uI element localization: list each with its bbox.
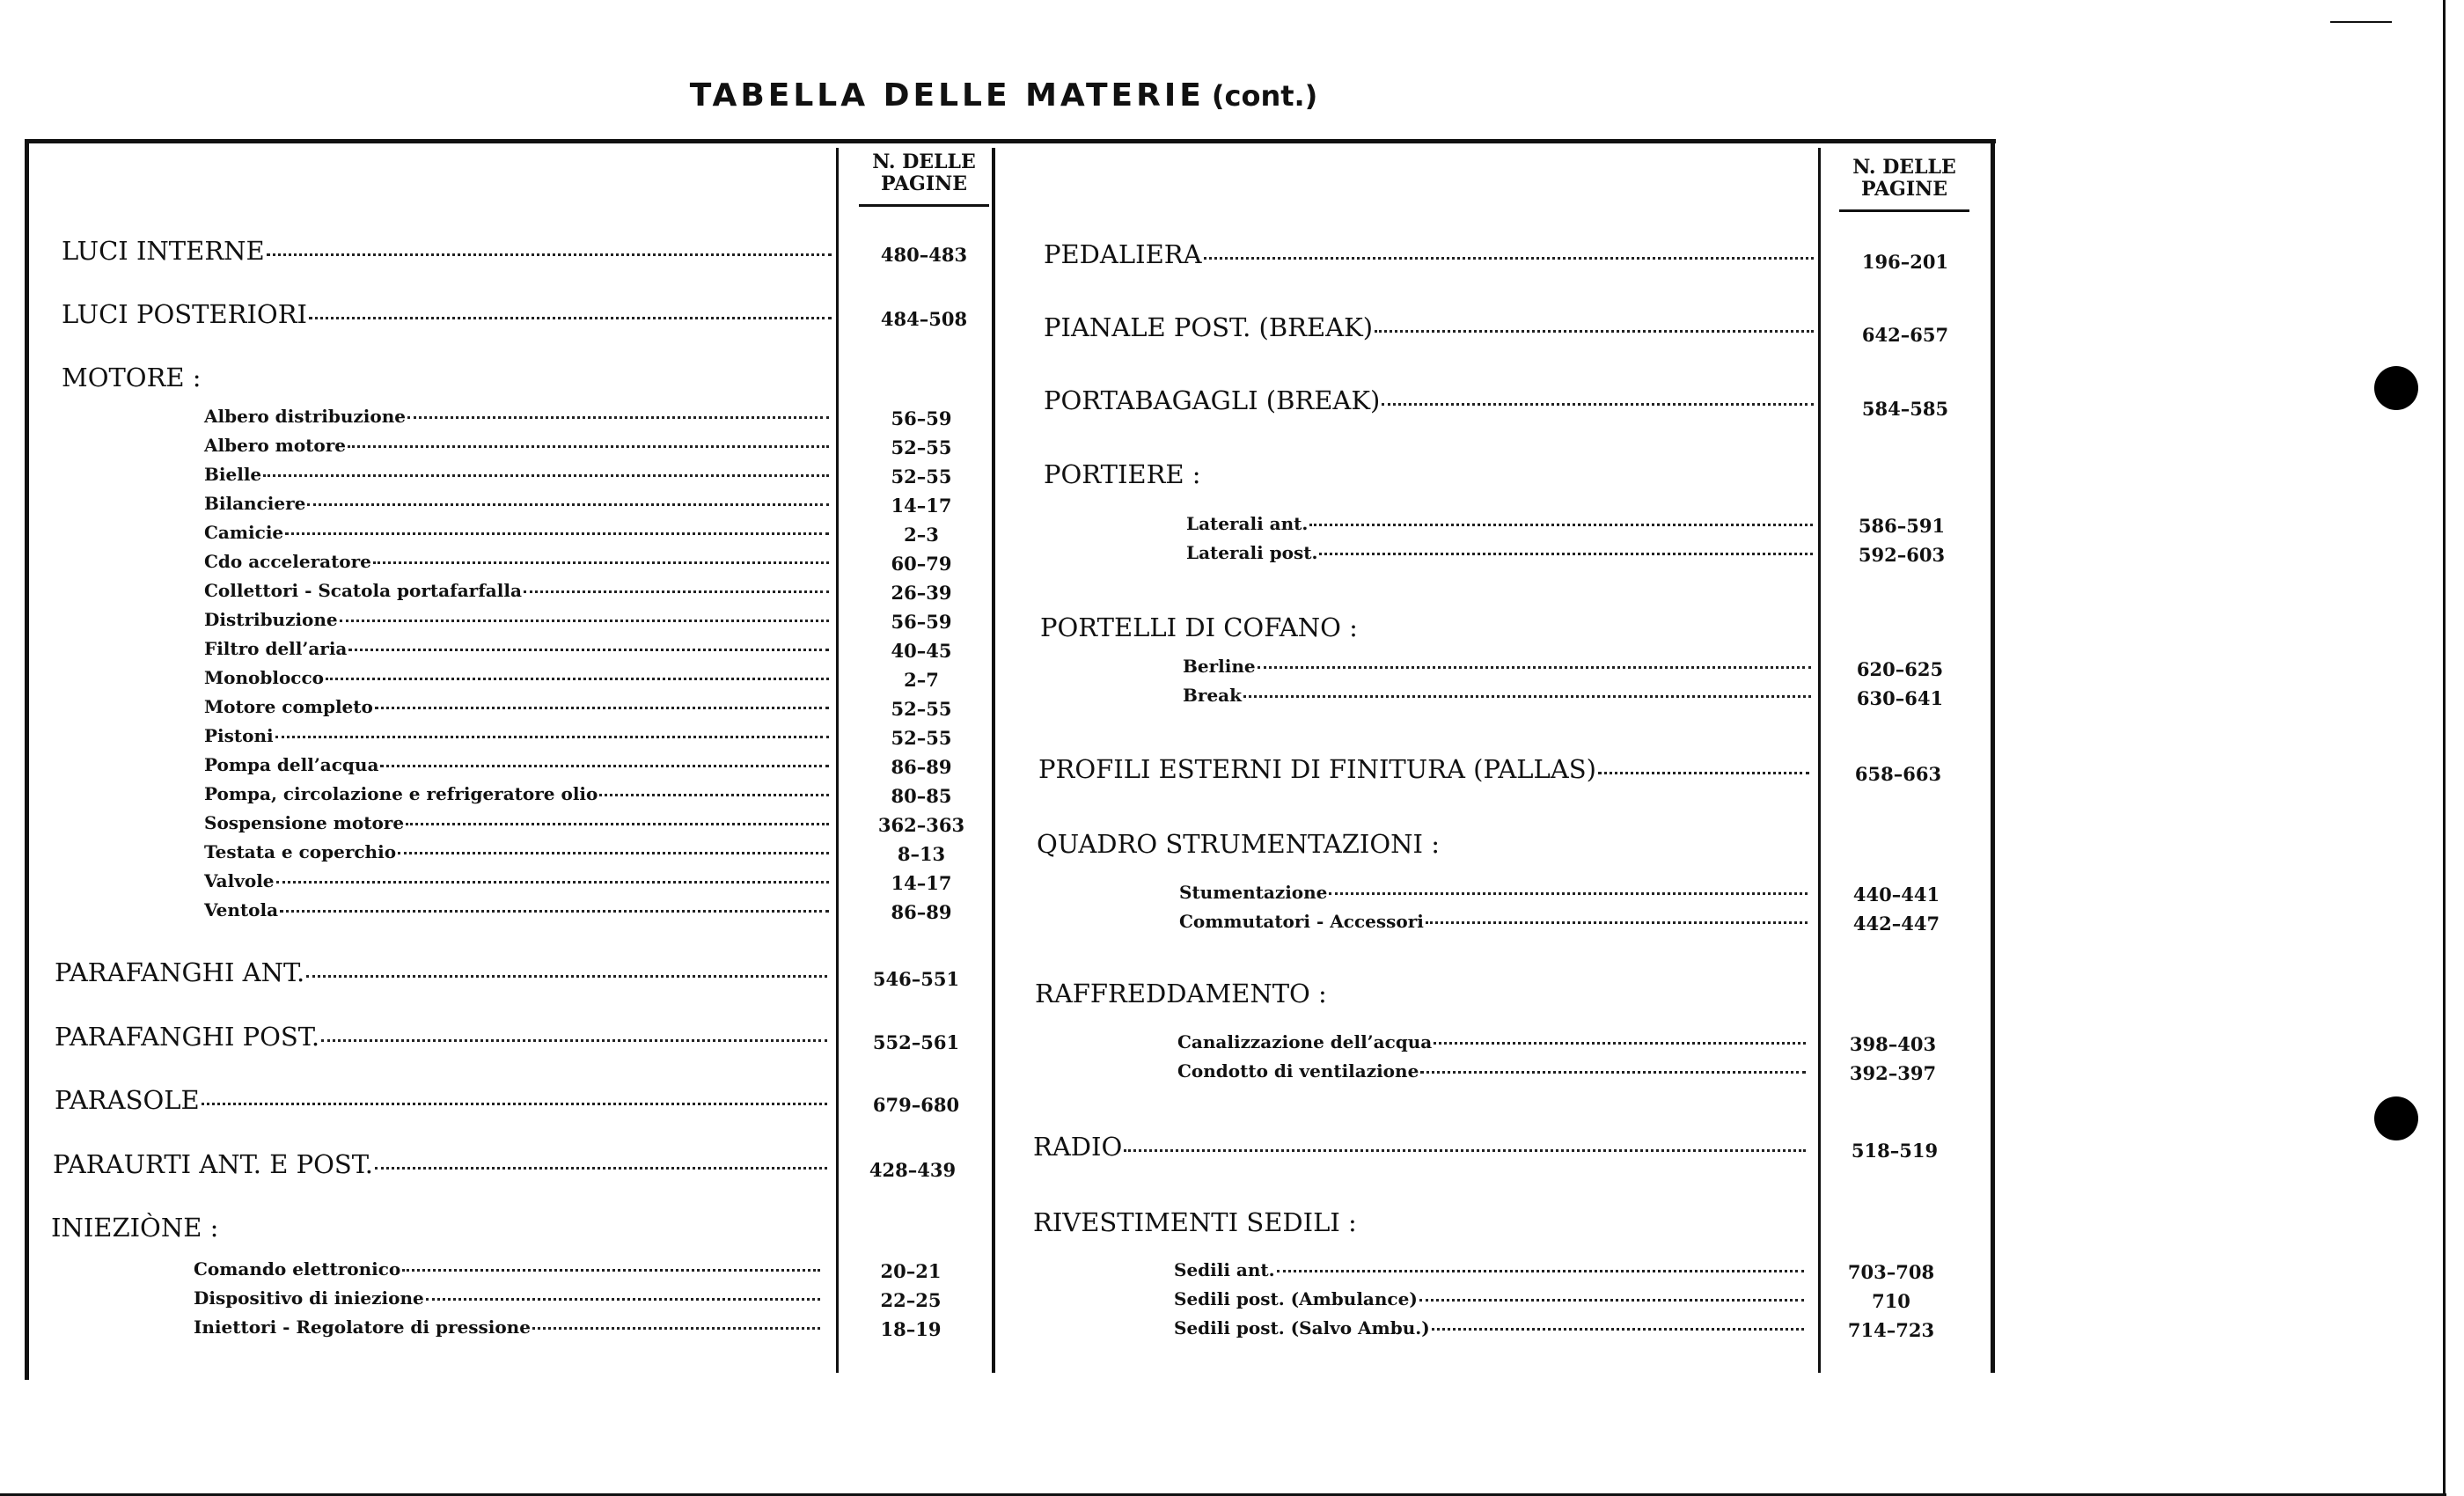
entry-pages: 80–85	[891, 785, 952, 807]
toc-subentry[interactable]	[194, 1287, 820, 1309]
entry-label: Break	[1183, 685, 1242, 706]
entry-label: Testata e coperchio	[204, 841, 397, 862]
entry-pages: 196–201	[1861, 251, 1949, 273]
entry-label: Bilanciere	[204, 493, 306, 514]
toc-subentry[interactable]	[1183, 656, 1811, 677]
right-pages-divider	[1818, 148, 1821, 1373]
entry-label: Pompa dell’acqua	[204, 754, 379, 775]
entry-label: Monoblocco	[204, 667, 324, 688]
dot-leader	[599, 794, 829, 796]
dot-leader	[524, 590, 829, 593]
center-divider	[992, 148, 995, 1373]
entry-label: Pompa, circolazione e refrigeratore olio	[204, 783, 598, 804]
entry-label: Comando elettronico	[194, 1258, 401, 1280]
toc-subentry[interactable]	[204, 493, 829, 514]
entry-label: Ventola	[204, 899, 279, 920]
entry-label: Sedili post. (Salvo Ambu.)	[1174, 1317, 1430, 1338]
dot-leader	[1124, 1149, 1806, 1152]
entry-pages: 518–519	[1851, 1140, 1939, 1162]
entry-pages: 52–55	[891, 698, 952, 720]
dot-leader	[348, 649, 829, 651]
toc-entry-radio[interactable]	[1033, 1132, 1806, 1162]
entry-label: Canalizzazione dell’acqua	[1177, 1031, 1433, 1052]
right-pages-header-line2: PAGINE	[1861, 178, 1947, 201]
entry-pages: 480–483	[880, 244, 968, 266]
toc-subentry[interactable]	[204, 696, 829, 717]
dot-leader	[402, 1269, 820, 1272]
dot-leader	[276, 881, 829, 884]
section-heading-raffreddamento: RAFFREDDAMENTO :	[1035, 979, 1327, 1008]
entry-pages: 552–561	[872, 1031, 960, 1053]
toc-subentry[interactable]	[204, 725, 829, 746]
entry-pages: 442–447	[1852, 913, 1940, 935]
toc-entry-pedaliera[interactable]	[1044, 239, 1814, 269]
entry-pages: 26–39	[891, 582, 952, 604]
entry-pages: 440–441	[1852, 884, 1940, 906]
dot-leader	[321, 1039, 827, 1042]
entry-label: LUCI INTERNE	[62, 236, 265, 266]
toc-entry-luci-posteriori[interactable]	[62, 299, 832, 329]
entry-pages: 52–55	[891, 466, 952, 488]
toc-subentry[interactable]	[1186, 542, 1813, 563]
dot-leader	[407, 416, 829, 419]
entry-label: Laterali ant.	[1186, 513, 1309, 534]
left-pages-header-line1: N. DELLE	[872, 150, 976, 173]
toc-subentry[interactable]	[204, 551, 829, 572]
dot-leader	[1598, 772, 1809, 774]
entry-label: PORTABAGAGLI (BREAK)	[1044, 385, 1381, 415]
toc-entry-paraurti[interactable]	[53, 1149, 827, 1179]
toc-subentry[interactable]	[194, 1258, 820, 1280]
dot-leader	[375, 1167, 827, 1170]
entry-label: Albero distribuzione	[204, 406, 406, 427]
dot-leader	[1329, 892, 1808, 895]
entry-label: PEDALIERA	[1044, 239, 1202, 269]
dot-leader	[1420, 1071, 1806, 1074]
entry-label: Commutatori - Accessori	[1179, 911, 1424, 932]
toc-subentry[interactable]	[204, 870, 829, 891]
title-text: TABELLA DELLE MATERIE	[689, 77, 1205, 114]
dot-leader	[375, 707, 829, 709]
toc-subentry[interactable]	[1179, 911, 1808, 932]
entry-pages: 592–603	[1858, 544, 1946, 566]
dot-leader	[1319, 553, 1813, 555]
toc-subentry[interactable]	[204, 899, 829, 920]
entry-label: Laterali post.	[1186, 542, 1318, 563]
entry-pages: 392–397	[1849, 1062, 1937, 1084]
dot-leader	[306, 975, 827, 978]
entry-pages: 2–7	[904, 669, 939, 691]
dot-leader	[348, 445, 829, 448]
dot-leader	[1309, 524, 1813, 526]
entry-pages: 428–439	[869, 1159, 957, 1181]
toc-subentry[interactable]	[204, 609, 829, 630]
entry-label: PARASOLE	[55, 1085, 200, 1115]
toc-entry-profili[interactable]	[1038, 754, 1809, 784]
entry-label: Stumentazione	[1179, 882, 1328, 903]
entry-label: PIANALE POST. (BREAK)	[1044, 312, 1374, 342]
toc-subentry[interactable]	[204, 812, 829, 833]
toc-subentry[interactable]	[204, 580, 829, 601]
dot-leader	[398, 852, 829, 854]
entry-label: PARAFANGHI POST.	[55, 1022, 320, 1052]
left-pages-header	[862, 151, 986, 195]
toc-subentry[interactable]	[204, 522, 829, 543]
entry-pages: 56–59	[891, 611, 952, 633]
dot-leader	[1419, 1299, 1804, 1302]
entry-label: PARAFANGHI ANT.	[55, 957, 305, 987]
toc-entry-parafanghi-post[interactable]	[55, 1022, 827, 1052]
toc-subentry[interactable]	[204, 667, 829, 688]
dot-leader	[1434, 1042, 1806, 1045]
entry-pages: 398–403	[1849, 1033, 1937, 1055]
dot-leader	[1258, 666, 1811, 669]
right-pages-header	[1843, 157, 1966, 201]
dot-leader	[307, 503, 829, 506]
entry-pages: 86–89	[891, 756, 952, 778]
dot-leader	[373, 561, 829, 564]
binder-hole-bottom	[2374, 1096, 2418, 1140]
dot-leader	[1375, 330, 1814, 333]
section-heading-quadro: QUADRO STRUMENTAZIONI :	[1037, 829, 1440, 859]
entry-pages: 52–55	[891, 727, 952, 749]
toc-subentry[interactable]	[204, 435, 829, 456]
toc-subentry[interactable]	[1179, 882, 1808, 903]
entry-pages: 56–59	[891, 407, 952, 429]
entry-label: Collettori - Scatola portafarfalla	[204, 580, 522, 601]
left-pages-header-rule	[859, 204, 989, 207]
toc-subentry[interactable]	[1183, 685, 1811, 706]
entry-pages: 584–585	[1861, 398, 1949, 420]
dot-leader	[532, 1327, 820, 1330]
right-pages-header-line1: N. DELLE	[1852, 156, 1956, 179]
entry-pages: 18–19	[880, 1318, 942, 1340]
dot-leader	[285, 532, 829, 535]
toc-subentry[interactable]	[1174, 1259, 1804, 1280]
entry-label: Sospensione motore	[204, 812, 405, 833]
entry-label: Pistoni	[204, 725, 274, 746]
page-title	[0, 77, 2007, 114]
right-pages-header-rule	[1839, 209, 1969, 212]
entry-pages: 362–363	[877, 814, 965, 836]
dot-leader	[1432, 1328, 1804, 1331]
toc-subentry[interactable]	[1174, 1317, 1804, 1338]
toc-subentry[interactable]	[194, 1316, 820, 1338]
toc-entry-pianale[interactable]	[1044, 312, 1814, 342]
entry-pages: 14–17	[891, 872, 952, 894]
table-right-rule	[1991, 139, 1995, 1373]
entry-pages: 86–89	[891, 901, 952, 923]
entry-label: Motore completo	[204, 696, 373, 717]
entry-pages: 484–508	[880, 308, 968, 330]
toc-subentry[interactable]	[204, 841, 829, 862]
section-heading-iniezione: INIEZIÒNE :	[51, 1213, 219, 1243]
toc-subentry[interactable]	[204, 754, 829, 775]
dot-leader	[1204, 257, 1814, 260]
entry-label: PROFILI ESTERNI DI FINITURA (PALLAS)	[1038, 754, 1596, 784]
entry-label: LUCI POSTERIORI	[62, 299, 307, 329]
entry-label: PARAURTI ANT. E POST.	[53, 1149, 374, 1179]
dot-leader	[406, 823, 829, 825]
dot-leader	[280, 910, 829, 913]
entry-label: Condotto di ventilazione	[1177, 1060, 1419, 1082]
dot-leader	[275, 736, 829, 738]
page-right-edge	[2443, 0, 2446, 1496]
entry-pages: 620–625	[1856, 658, 1944, 680]
entry-label: Sedili post. (Ambulance)	[1174, 1288, 1418, 1309]
toc-entry-parasole[interactable]	[55, 1085, 827, 1115]
toc-subentry[interactable]	[204, 406, 829, 427]
entry-label: Camicie	[204, 522, 284, 543]
dot-leader	[340, 620, 829, 622]
entry-pages: 22–25	[880, 1289, 942, 1311]
entry-pages: 642–657	[1861, 324, 1949, 346]
toc-entry-portabagagli[interactable]	[1044, 385, 1814, 415]
entry-label: Sedili ant.	[1174, 1259, 1275, 1280]
entry-label: Dispositivo di iniezione	[194, 1287, 424, 1309]
entry-pages: 20–21	[880, 1260, 942, 1282]
toc-entry-luci-interne[interactable]	[62, 236, 832, 266]
corner-mark	[2330, 21, 2392, 23]
entry-pages: 14–17	[891, 495, 952, 517]
dot-leader	[1243, 695, 1811, 698]
title-suffix: (cont.)	[1211, 79, 1318, 113]
toc-subentry[interactable]	[1177, 1031, 1806, 1052]
dot-leader	[380, 765, 829, 767]
entry-label: Berline	[1183, 656, 1256, 677]
entry-pages: 8–13	[897, 843, 946, 865]
entry-pages: 60–79	[891, 553, 952, 575]
dot-leader	[1426, 921, 1808, 924]
section-heading-motore: MOTORE :	[62, 363, 202, 392]
entry-pages: 679–680	[872, 1094, 960, 1116]
entry-pages: 52–55	[891, 436, 952, 458]
entry-label: Distribuzione	[204, 609, 338, 630]
entry-label: Albero motore	[204, 435, 347, 456]
left-pages-divider	[836, 148, 839, 1373]
entry-pages: 546–551	[872, 968, 960, 990]
binder-hole-top	[2374, 366, 2418, 410]
toc-subentry[interactable]	[1174, 1288, 1804, 1309]
dot-leader	[1382, 403, 1814, 406]
table-left-rule	[25, 139, 29, 1380]
left-pages-header-line2: PAGINE	[881, 172, 967, 195]
entry-pages: 586–591	[1858, 515, 1946, 537]
entry-pages: 630–641	[1856, 687, 1944, 709]
dot-leader	[309, 317, 832, 319]
dot-leader	[326, 678, 829, 680]
dot-leader	[263, 474, 829, 477]
dot-leader	[426, 1298, 820, 1301]
toc-subentry[interactable]	[204, 638, 829, 659]
section-heading-portelli: PORTELLI DI COFANO :	[1040, 612, 1358, 642]
entry-label: Filtro dell’aria	[204, 638, 348, 659]
toc-subentry[interactable]	[204, 783, 829, 804]
entry-pages: 2–3	[904, 524, 939, 546]
entry-label: Bielle	[204, 464, 262, 485]
table-top-rule	[26, 139, 1996, 143]
section-heading-portiere: PORTIERE :	[1044, 459, 1201, 489]
section-heading-rivestimenti: RIVESTIMENTI SEDILI :	[1033, 1207, 1357, 1237]
entry-label: RADIO	[1033, 1132, 1123, 1162]
dot-leader	[202, 1103, 827, 1105]
entry-pages: 710	[1872, 1290, 1910, 1312]
entry-pages: 714–723	[1847, 1319, 1935, 1341]
dot-leader	[267, 253, 832, 256]
entry-pages: 703–708	[1847, 1261, 1935, 1283]
toc-subentry[interactable]	[1177, 1060, 1806, 1082]
toc-subentry[interactable]	[1186, 513, 1813, 534]
entry-label: Iniettori - Regolatore di pressione	[194, 1316, 531, 1338]
entry-label: Valvole	[204, 870, 275, 891]
toc-subentry[interactable]	[204, 464, 829, 485]
entry-pages: 658–663	[1854, 763, 1942, 785]
dot-leader	[1277, 1270, 1804, 1272]
entry-label: Cdo acceleratore	[204, 551, 371, 572]
toc-entry-parafanghi-ant[interactable]	[55, 957, 827, 987]
entry-pages: 40–45	[891, 640, 952, 662]
